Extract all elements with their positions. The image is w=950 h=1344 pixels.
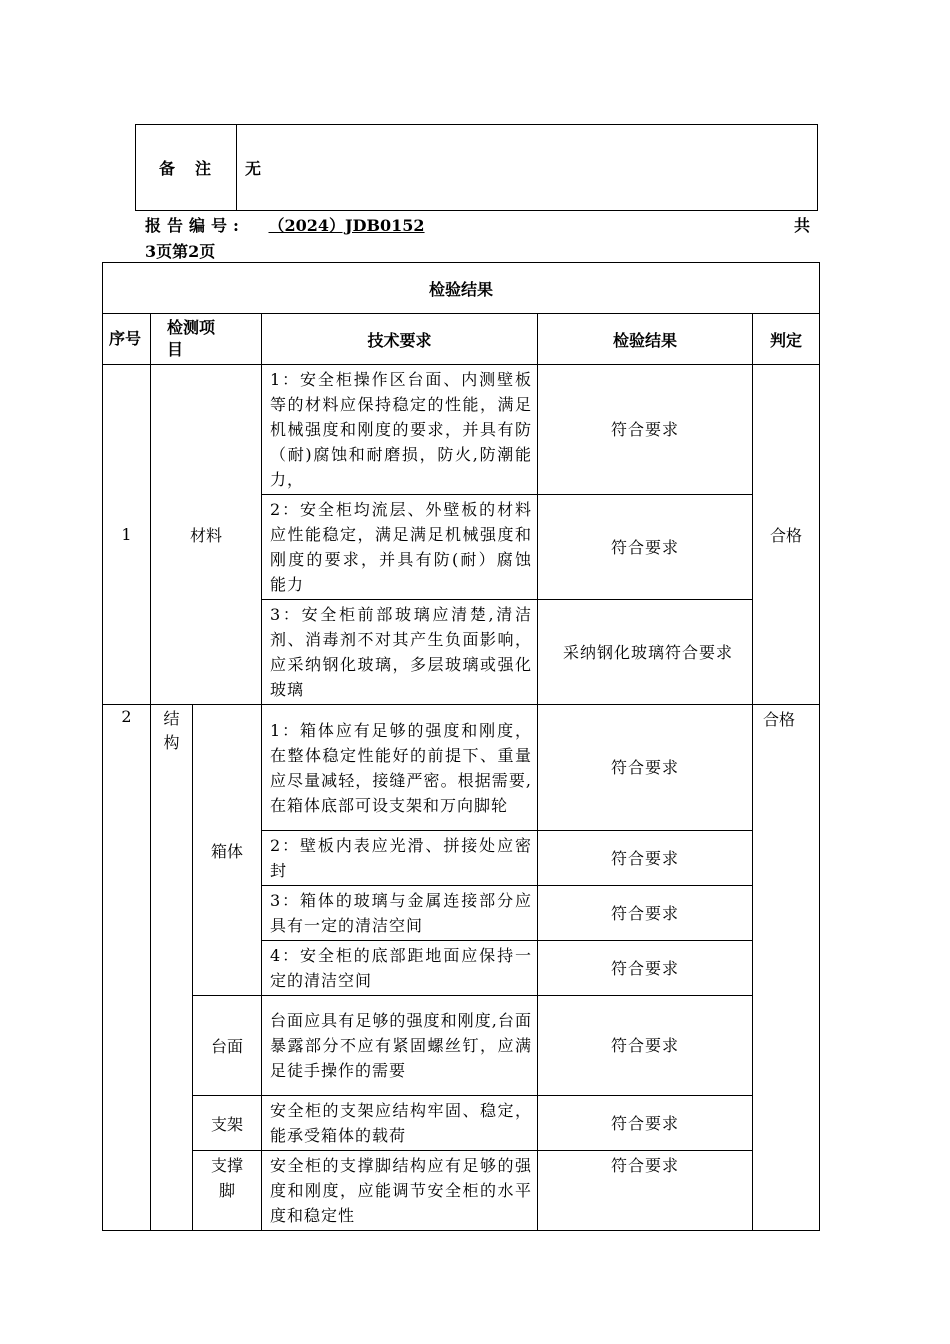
row-1-result-2: 符合要求 — [538, 495, 753, 600]
report-number-line — [145, 213, 810, 236]
group-box-name: 箱体 — [193, 705, 262, 996]
row-1-result-3: 采纳钢化玻璃符合要求 — [538, 600, 753, 705]
header-verdict: 判定 — [753, 314, 820, 365]
remarks-label: 备 注 — [136, 125, 237, 211]
header-requirement: 技术要求 — [262, 314, 538, 365]
support-feet-result: 符合要求 — [538, 1151, 753, 1231]
row-2-no: 2 — [103, 705, 151, 1231]
support-feet-requirement: 安全柜的支撑脚结构应有足够的强度和刚度，应能调节安全柜的水平度和稳定性 — [262, 1151, 538, 1231]
group-tabletop-name: 台面 — [193, 996, 262, 1096]
header-item: 检测项目 — [151, 314, 262, 365]
row-1-requirement-2: 2：安全柜均流层、外壁板的材料应性能稳定，满足满足机械强度和刚度的要求，并具有防(耐）腐蚀能力 — [262, 495, 538, 600]
page-number: 3页第2页 — [145, 242, 216, 261]
tabletop-result: 符合要求 — [538, 996, 753, 1096]
stand-requirement: 安全柜的支架应结构牢固、稳定，能承受箱体的载荷 — [262, 1096, 538, 1151]
row-1-no: 1 — [103, 365, 151, 705]
box-result-4: 符合要求 — [538, 941, 753, 996]
row-2-item: 结构 — [151, 705, 193, 1231]
box-result-1: 符合要求 — [538, 705, 753, 831]
page-total-prefix: 共 — [793, 216, 810, 235]
row-1-requirement-3: 3：安全柜前部玻璃应清楚,清洁剂、消毒剂不对其产生负面影响，应采纳钢化玻璃，多层玻璃或强化玻璃 — [262, 600, 538, 705]
row-1-requirement-1: 1：安全柜操作区台面、内测壁板等的材料应保持稳定的性能，满足机械强度和刚度的要求，并具有防（耐)腐蚀和耐磨损，防火,防潮能力， — [262, 365, 538, 495]
box-result-3: 符合要求 — [538, 886, 753, 941]
stand-result: 符合要求 — [538, 1096, 753, 1151]
table-title: 检验结果 — [103, 263, 820, 314]
row-2-verdict: 合格 — [753, 705, 820, 1231]
group-support-feet-name: 支撑脚 — [193, 1151, 262, 1231]
group-stand-name: 支架 — [193, 1096, 262, 1151]
box-requirement-2: 2：壁板内表应光滑、拼接处应密封 — [262, 831, 538, 886]
inspection-results-table — [102, 262, 820, 1231]
box-requirement-1: 1：箱体应有足够的强度和刚度，在整体稳定性能好的前提下、重量应尽量减轻，接缝严密。根据需要,在箱体底部可设支架和万向脚轮 — [262, 705, 538, 831]
remarks-box — [135, 124, 818, 211]
row-1-result-1: 符合要求 — [538, 365, 753, 495]
box-requirement-3: 3：箱体的玻璃与金属连接部分应具有一定的清洁空间 — [262, 886, 538, 941]
row-1-item: 材料 — [151, 365, 262, 705]
report-number-label: 报告编号: — [145, 216, 245, 235]
header-result: 检验结果 — [538, 314, 753, 365]
remarks-value: 无 — [237, 125, 818, 211]
box-result-2: 符合要求 — [538, 831, 753, 886]
report-number-value: （2024）JDB0152 — [268, 216, 425, 235]
tabletop-requirement: 台面应具有足够的强度和刚度,台面暴露部分不应有紧固螺丝钉，应满足徒手操作的需要 — [262, 996, 538, 1096]
header-no: 序号 — [103, 314, 151, 365]
row-1-verdict: 合格 — [753, 365, 820, 705]
box-requirement-4: 4：安全柜的底部距地面应保持一定的清洁空间 — [262, 941, 538, 996]
